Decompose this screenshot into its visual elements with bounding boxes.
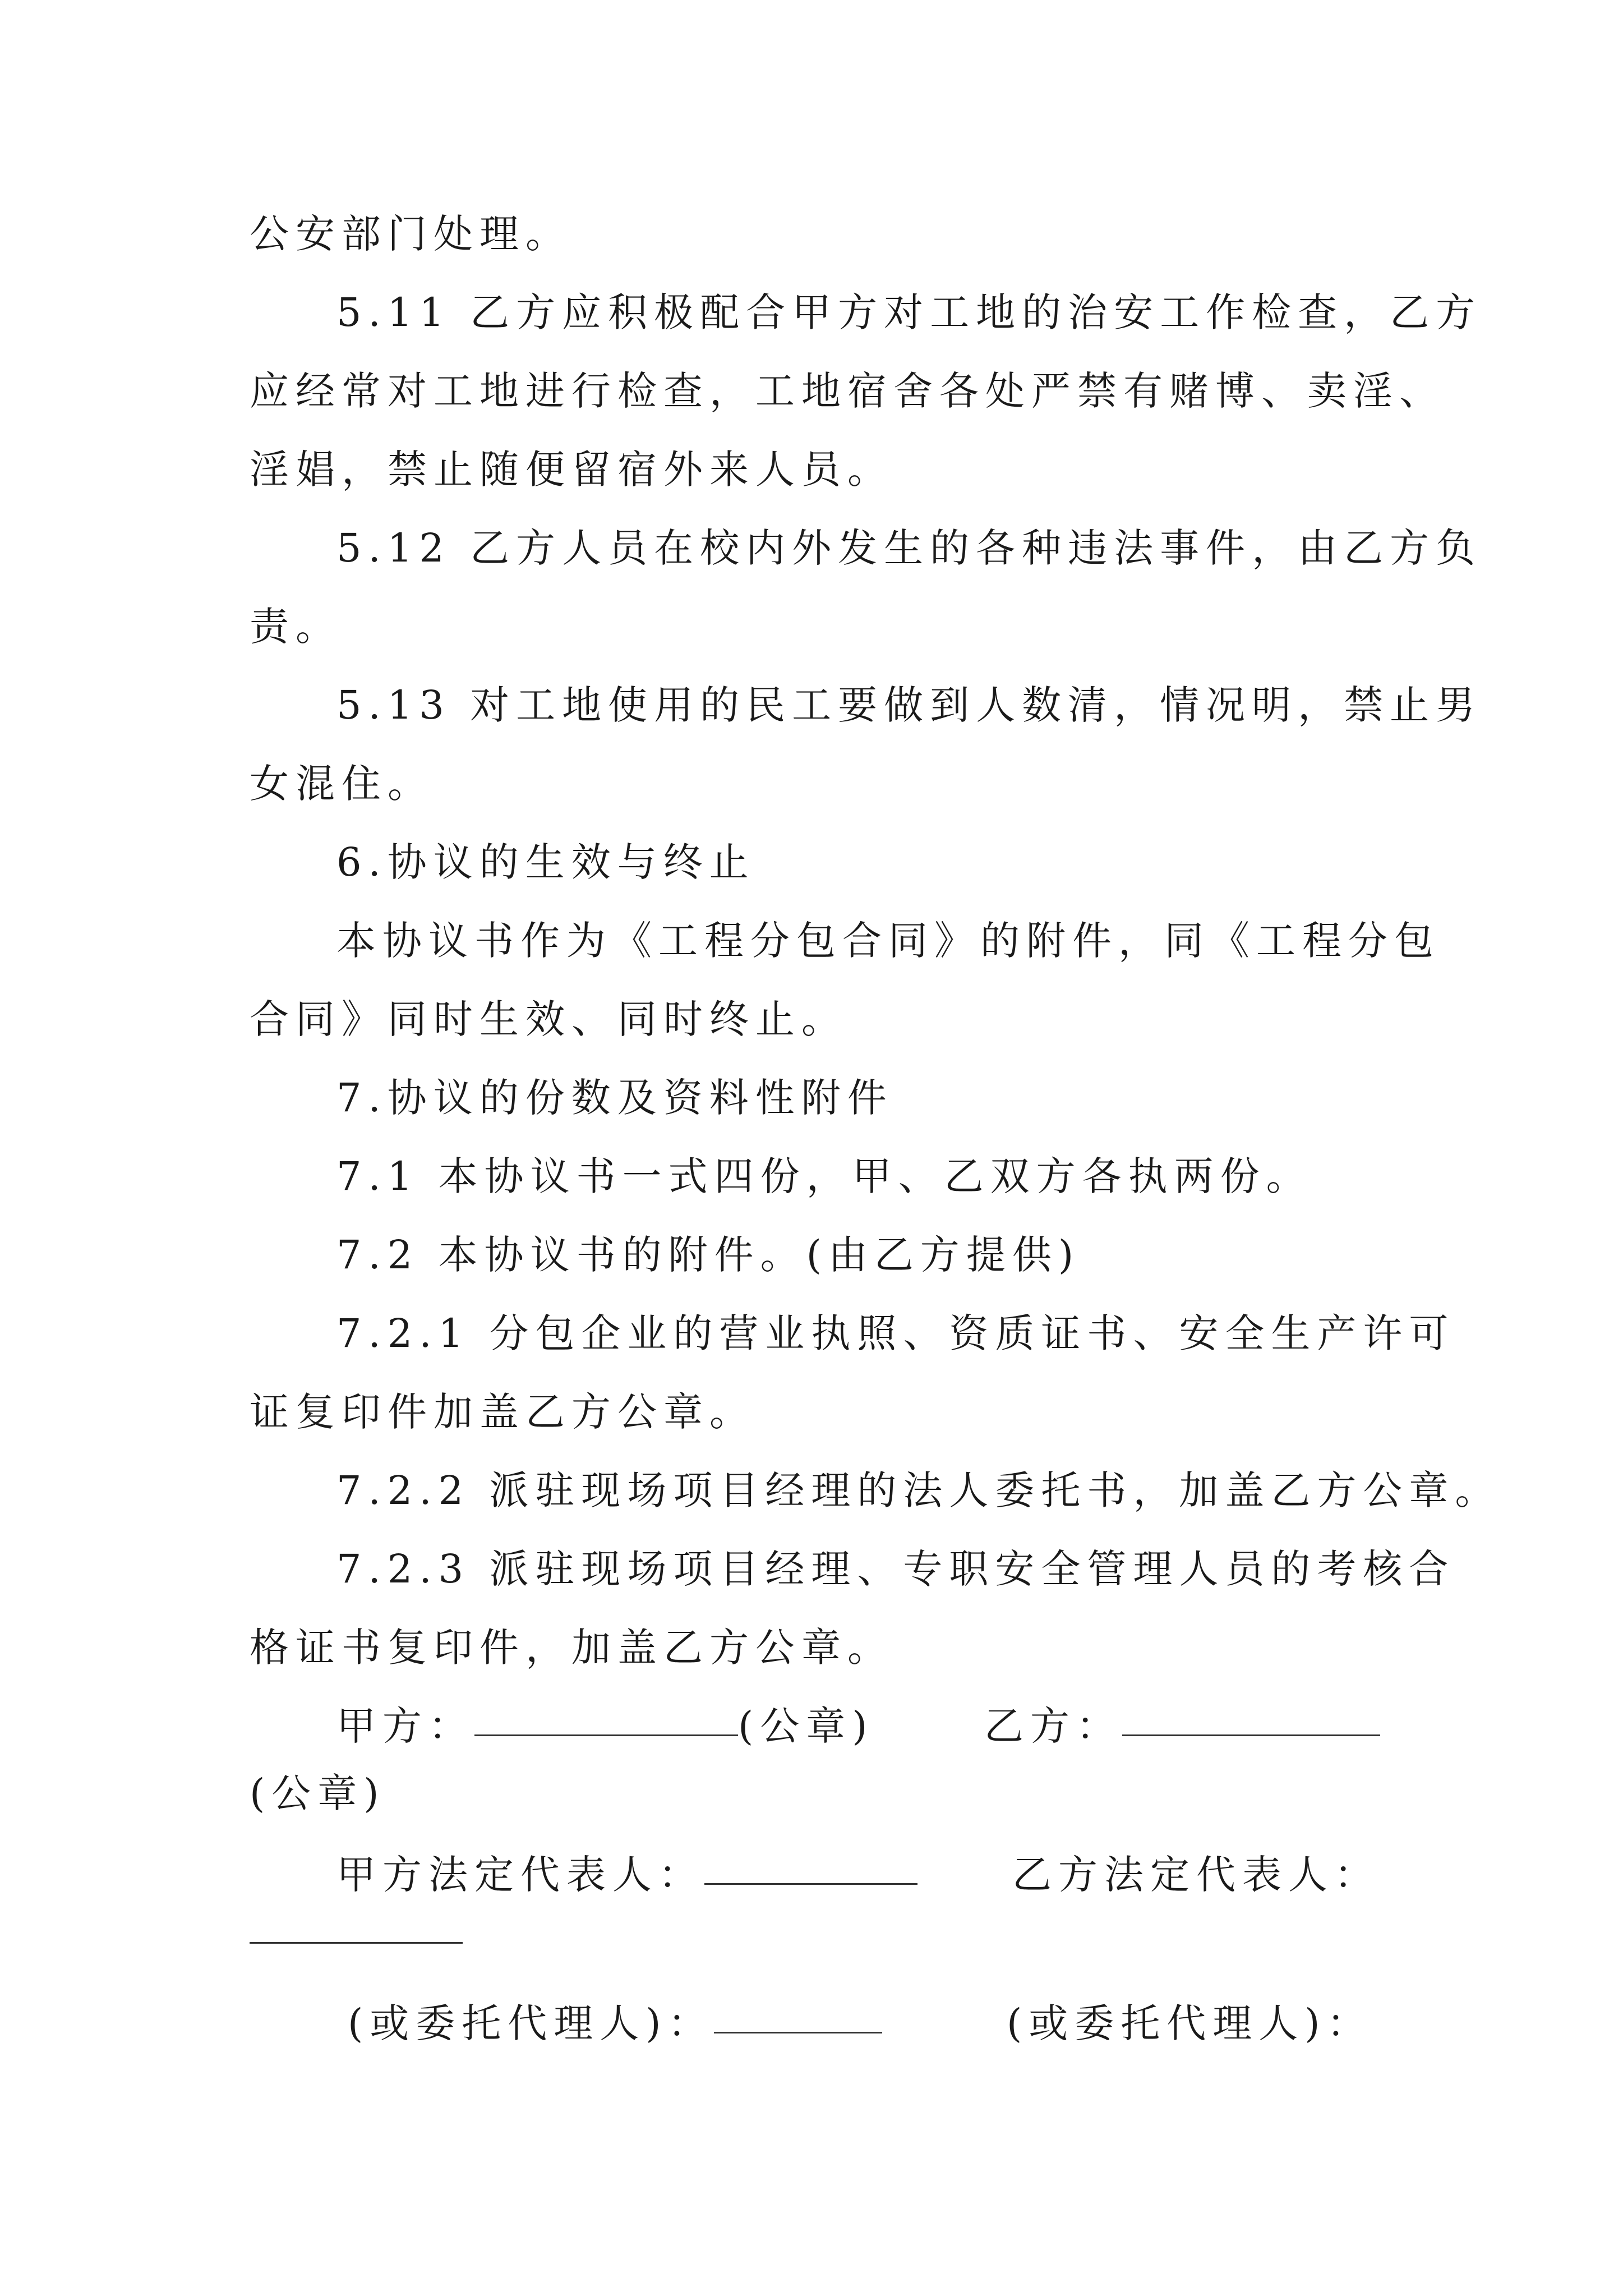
clause-5-13: 5.13 对工地使用的民工要做到人数清，情况明，禁止男 <box>336 682 1482 728</box>
party-b-label: 乙方： <box>984 1703 1122 1749</box>
rep-b-blank <box>250 1942 463 1944</box>
agent-b-row <box>1007 1998 1373 2049</box>
agent-b-label: (或委托代理人)： <box>1007 2000 1373 2046</box>
party-a-row <box>336 1701 874 1751</box>
rep-a-row <box>336 1849 917 1900</box>
text-line: 女混住。 <box>250 761 434 807</box>
rep-a-label: 甲方法定代表人： <box>336 1852 704 1898</box>
text-line: 格证书复印件，加盖乙方公章。 <box>250 1625 893 1671</box>
text-line: 责。 <box>250 604 342 650</box>
text-line: 淫娼，禁止随便留宿外来人员。 <box>250 447 893 493</box>
text-line: 公安部门处理。 <box>250 211 571 257</box>
clause-7-2-1: 7.2.1 分包企业的营业执照、资质证书、安全生产许可 <box>336 1310 1455 1356</box>
text-line: 合同》同时生效、同时终止。 <box>250 996 847 1042</box>
text-line: 应经常对工地进行检查，工地宿舍各处严禁有赌博、卖淫、 <box>250 368 1445 414</box>
section-heading-7: 7.协议的份数及资料性附件 <box>336 1075 893 1121</box>
section-heading-6: 6.协议的生效与终止 <box>336 839 755 885</box>
agent-a-label: (或委托代理人)： <box>348 2000 714 2046</box>
party-b-blank <box>1122 1734 1380 1736</box>
clause-7-2: 7.2 本协议书的附件。(由乙方提供) <box>336 1232 1081 1278</box>
text-line: 本协议书作为《工程分包合同》的附件，同《工程分包 <box>336 918 1440 964</box>
clause-5-12: 5.12 乙方人员在校内外发生的各种违法事件，由乙方负 <box>336 525 1482 571</box>
party-b-seal-row <box>250 1768 386 1819</box>
party-a-label: 甲方： <box>336 1703 474 1749</box>
agent-a-blank <box>714 2031 882 2033</box>
party-a-blank <box>474 1734 738 1736</box>
party-b-row <box>984 1701 1380 1751</box>
party-b-seal: (公章) <box>250 1770 386 1816</box>
clause-5-11: 5.11 乙方应积极配合甲方对工地的治安工作检查，乙方 <box>336 289 1482 335</box>
rep-b-label: 乙方法定代表人： <box>1012 1852 1380 1898</box>
text-line: 证复印件加盖乙方公章。 <box>250 1389 755 1435</box>
rep-a-blank <box>704 1883 917 1885</box>
agent-a-row <box>348 1998 882 2049</box>
party-a-seal: (公章) <box>738 1703 874 1749</box>
clause-7-1: 7.1 本协议书一式四份，甲、乙双方各执两份。 <box>336 1153 1312 1199</box>
rep-b-row <box>1012 1849 1380 1900</box>
clause-7-2-3: 7.2.3 派驻现场项目经理、专职安全管理人员的考核合 <box>336 1546 1455 1592</box>
clause-7-2-2: 7.2.2 派驻现场项目经理的法人委托书，加盖乙方公章。 <box>336 1467 1501 1513</box>
